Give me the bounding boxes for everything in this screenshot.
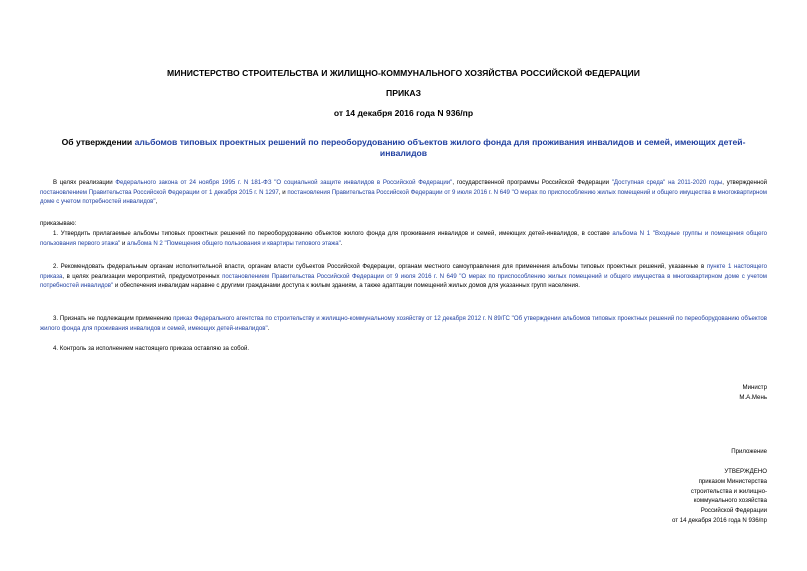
signer-name: М.А.Мень xyxy=(739,393,767,401)
accessible-env-program-link[interactable]: "Доступная среда" на 2011-2020 годы xyxy=(611,179,723,186)
intro-text-1: В целях реализации xyxy=(53,179,116,186)
approval-line-5: от 14 декабря 2016 года N 936/пр xyxy=(671,516,767,524)
item-1-ref-link[interactable]: пункте 1 настоящего приказа xyxy=(40,263,768,280)
item1-text-3: . xyxy=(340,239,343,247)
item4-text-1: 4. Контроль за исполнением настоящего приказа оставляю за собой. xyxy=(53,345,250,352)
intro-text-3: , утвержденной xyxy=(722,179,768,186)
doc-title xyxy=(40,137,767,159)
resolution-1297-link[interactable]: постановлением Правительства Российской Федерации от 1 декабря 2015 г. N 1297 xyxy=(40,188,279,196)
intro-paragraph xyxy=(40,178,767,207)
ministry-heading: МИНИСТЕРСТВО СТРОИТЕЛЬСТВА И ЖИЛИЩНО-КОММУНАЛЬНОГО ХОЗЯЙСТВА РОССИЙСКОЙ ФЕДЕРАЦИИ xyxy=(167,68,640,78)
item1-text-1: 1. Утвердить прилагаемые альбомы типовых проектных решений по переоборудованию объектов жилого фонда для проживания инвалидов и семей, имеющих детей-инвалидов, в составе xyxy=(53,230,613,237)
approval-line-1: приказом Министерства xyxy=(698,477,767,485)
item2-text-1: 2. Рекомендовать федеральным органам исполнительной власти, органам власти субъектов Российской Федерации, органам местного самоуправления для применения альбомы типовых проектных решений, указанные в xyxy=(53,263,707,270)
signer-position: Министр xyxy=(742,384,767,391)
item1-text-2: и xyxy=(120,239,128,247)
appendix-label: Приложение xyxy=(731,448,767,455)
order-item-1 xyxy=(40,229,767,248)
doc-type-heading: ПРИКАЗ xyxy=(386,88,421,98)
order-item-3 xyxy=(40,314,767,333)
item2-text-3: и обеспечения инвалидам наравне с другими гражданами доступа к жилым зданиям, а также адаптации помещений жилых домов для указанных групп населения. xyxy=(113,282,580,290)
intro-text-4: , и xyxy=(278,188,288,196)
federal-law-link[interactable]: Федерального закона от 24 ноября 1995 г. N 181-ФЗ "О социальной защите инвалидов в Российской Федерации" xyxy=(115,179,453,186)
doc-date-number: от 14 декабря 2016 года N 936/пр xyxy=(333,108,474,118)
item3-text-1: 3. Признать не подлежащим применению xyxy=(53,315,174,322)
approval-line-4: Российской Федерации xyxy=(700,507,767,515)
doc-title-prefix: Об утверждении xyxy=(61,137,135,147)
approval-block xyxy=(672,467,767,526)
intro-text-2: , государственной программы Российской Федерации xyxy=(452,179,612,186)
intro-text-5: , xyxy=(155,198,158,206)
approval-line-3: коммунального хозяйства xyxy=(693,497,767,505)
album-2-link[interactable]: альбома N 2 "Помещения общего пользования и квартиры типового этажа" xyxy=(127,239,341,247)
approval-line-2: строительства и жилищно- xyxy=(690,487,767,495)
resolution-649-link[interactable]: постановления Правительства Российской Федерации от 9 июля 2016 г. N 649 "О мерах по приспособлению жилых помещений и общего имущества в многоквартирном доме с учетом потребностей инвалидов" xyxy=(40,188,767,206)
item3-text-2: . xyxy=(267,324,270,332)
doc-title-link[interactable]: альбомов типовых проектных решений по переоборудованию объектов жилого фонда для проживания инвалидов и семей, имеющих детей-инвалидов xyxy=(134,137,746,158)
order-item-2 xyxy=(40,262,767,291)
resolution-649-link-2[interactable]: постановлением Правительства Российской Федерации от 9 июля 2016 г. N 649 "О мерах по приспособлению жилых помещений и общего имущества в многоквартирном доме с учетом потребностей инвалидов" xyxy=(40,272,767,290)
album-1-link[interactable]: альбома N 1 "Входные группы и помещения общего пользования первого этажа" xyxy=(40,230,767,247)
signature-block xyxy=(739,383,767,403)
item2-text-2: , в целях реализации мероприятий, предусмотренных xyxy=(62,272,223,280)
gosstroy-order-link[interactable]: приказ Федерального агентства по строительству и жилищно-коммунальному хозяйству от 12 декабря 2012 г. N 89/ГС "Об утверждении альбомов типовых проектных решений по переоборудованию объектов жилого фонда для проживания инвалидов и семей, имеющих детей-инвалидов" xyxy=(40,315,767,332)
orders-word: приказываю: xyxy=(40,220,77,227)
order-item-4 xyxy=(40,344,767,354)
approved-label: УТВЕРЖДЕНО xyxy=(724,468,767,475)
